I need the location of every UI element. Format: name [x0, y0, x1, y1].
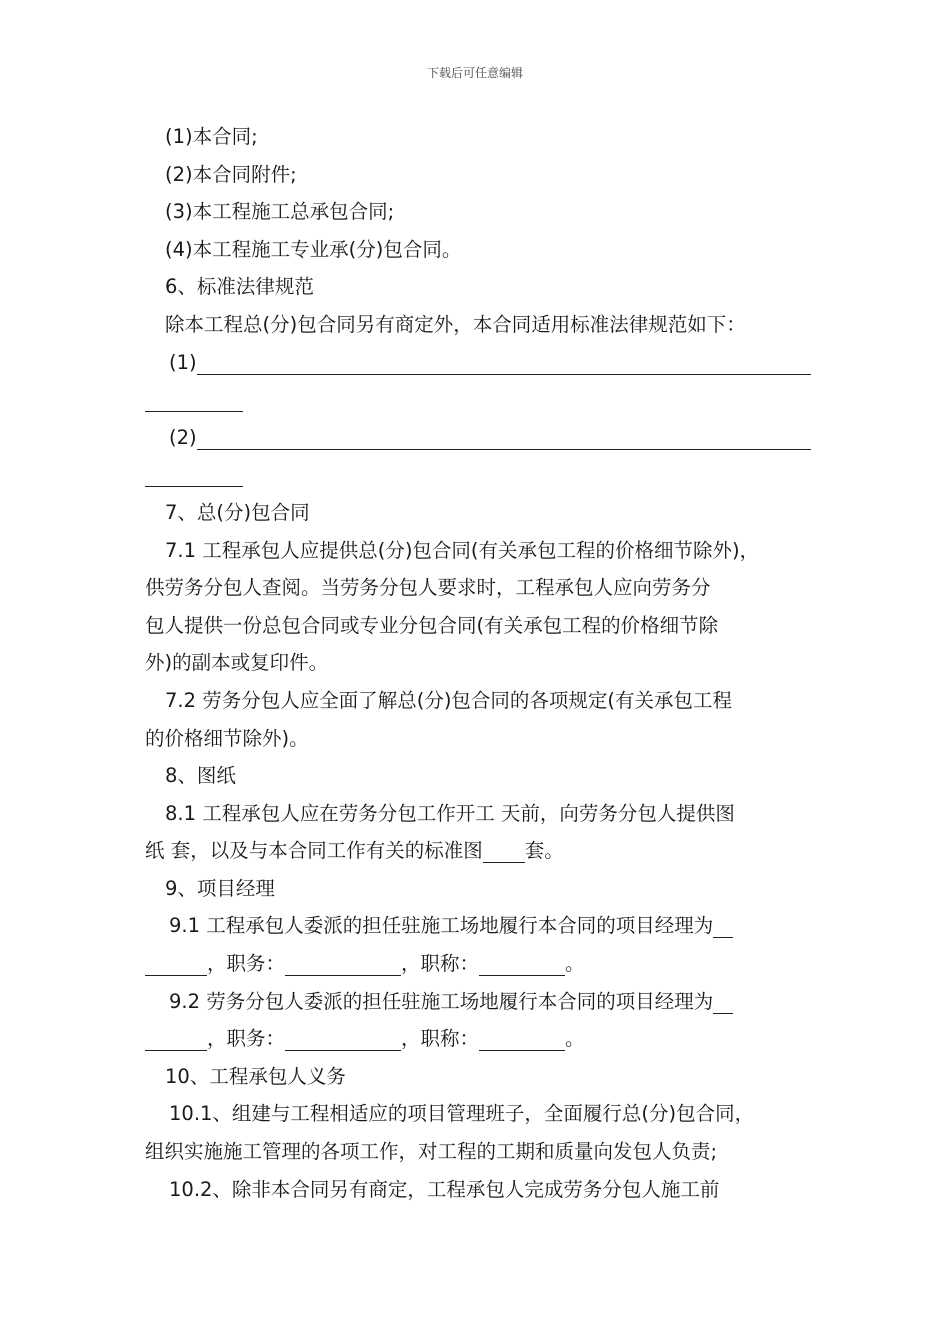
blank-field[interactable] — [197, 350, 811, 375]
section-heading-6: 6、标准法律规范 — [165, 275, 314, 299]
blank-field[interactable] — [479, 951, 565, 976]
paragraph-line — [145, 945, 813, 983]
paragraph-line: 7.2 劳务分包人应全面了解总(分)包合同的各项规定(有关承包工程 — [165, 688, 733, 712]
text-segment: ，职务： — [207, 952, 286, 976]
fill-prefix: (1) — [169, 350, 197, 374]
paragraph-line: 10.2、除非本合同另有商定，工程承包人完成劳务分包人施工前 — [169, 1177, 720, 1201]
text-segment: 9.2 劳务分包人委派的担任驻施工场地履行本合同的项目经理为 — [169, 989, 714, 1013]
list-item-4: (4)本工程施工专业承(分)包合同。 — [165, 237, 462, 261]
document-body — [145, 118, 813, 1208]
text-segment: ，职称： — [401, 1027, 480, 1051]
section-heading-9: 9、项目经理 — [165, 876, 275, 900]
text-segment: ，职称： — [401, 952, 480, 976]
text-segment: 纸 套，以及与本合同工作有关的标准图 — [145, 839, 483, 863]
paragraph-line — [145, 907, 813, 945]
paragraph-line: 8.1 工程承包人应在劳务分包工作开工 天前，向劳务分包人提供图 — [165, 801, 735, 825]
paragraph-line: 10.1、组建与工程相适应的项目管理班子，全面履行总(分)包合同， — [169, 1102, 755, 1126]
text-segment: ，职务： — [207, 1027, 286, 1051]
fill-line-1-cont — [145, 381, 813, 419]
text-segment: 。 — [565, 952, 585, 976]
blank-field[interactable] — [285, 951, 401, 976]
blank-field[interactable] — [145, 462, 243, 487]
blank-field[interactable] — [145, 387, 243, 412]
fill-line-2-cont — [145, 456, 813, 494]
paragraph-line: 包人提供一份总包合同或专业分包合同(有关承包工程的价格细节除 — [145, 613, 719, 637]
paragraph-line: 外)的副本或复印件。 — [145, 651, 329, 675]
paragraph-line: 的价格细节除外)。 — [145, 726, 309, 750]
section-heading-8: 8、图纸 — [165, 764, 236, 788]
blank-field[interactable] — [197, 425, 811, 450]
text-segment: 套。 — [524, 839, 564, 863]
text-segment: 。 — [565, 1027, 585, 1051]
paragraph-line — [145, 983, 813, 1021]
blank-field[interactable] — [479, 1026, 565, 1051]
page-header: 下载后可任意编辑 — [426, 66, 523, 80]
section-heading-10: 10、工程承包人义务 — [165, 1064, 346, 1088]
fill-line-1 — [145, 344, 813, 382]
blank-field[interactable] — [713, 989, 733, 1014]
paragraph-line — [145, 832, 813, 870]
paragraph-line: 除本工程总(分)包合同另有商定外，本合同适用标准法律规范如下： — [165, 312, 746, 336]
blank-field[interactable] — [145, 1026, 207, 1051]
paragraph-line: 组织实施施工管理的各项工作，对工程的工期和质量向发包人负责; — [145, 1140, 718, 1164]
list-item-1: (1)本合同; — [165, 125, 258, 148]
list-item-3: (3)本工程施工总承包合同; — [165, 200, 395, 224]
fill-line-2 — [145, 419, 813, 457]
list-item-2: (2)本合同附件; — [165, 162, 297, 186]
paragraph-line — [145, 1020, 813, 1058]
paragraph-line: 供劳务分包人查阅。当劳务分包人要求时，工程承包人应向劳务分 — [145, 576, 711, 600]
section-heading-7: 7、总(分)包合同 — [165, 500, 310, 524]
text-segment: 9.1 工程承包人委派的担任驻施工场地履行本合同的项目经理为 — [169, 914, 714, 938]
blank-field[interactable] — [713, 913, 733, 938]
fill-prefix: (2) — [169, 425, 197, 449]
paragraph-line: 7.1 工程承包人应提供总(分)包合同(有关承包工程的价格细节除外)， — [165, 538, 760, 562]
blank-field[interactable] — [483, 838, 525, 863]
blank-field[interactable] — [145, 951, 207, 976]
blank-field[interactable] — [285, 1026, 401, 1051]
